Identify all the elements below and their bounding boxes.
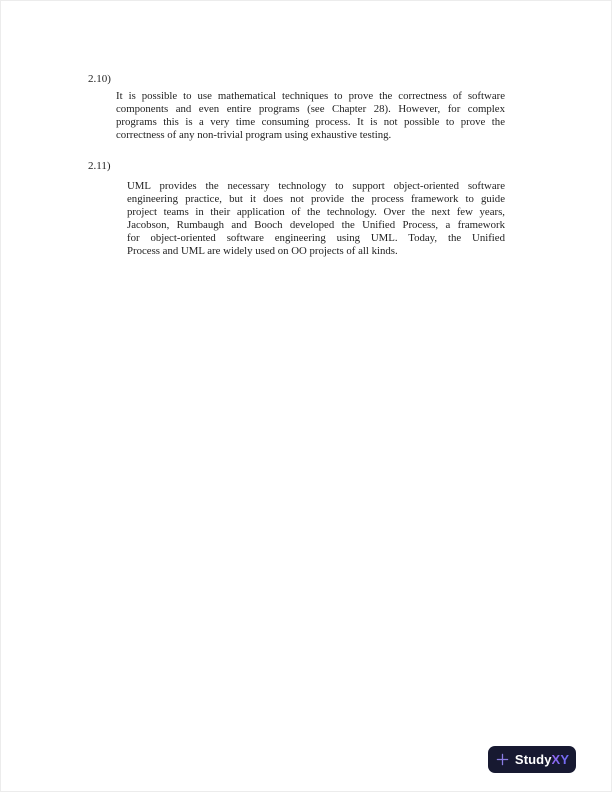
answer-text-2-11 — [127, 180, 505, 258]
text-line: It is possible to use mathematical techniques to prove the correctness of software — [116, 90, 505, 102]
text-line: project teams in their application of the technology. Over the next few years, — [127, 206, 505, 218]
answer-number-2-10: 2.10) — [88, 73, 111, 85]
answer-text-2-10 — [116, 90, 505, 142]
text-line: components and even entire programs (see Chapter 28). However, for complex — [116, 103, 505, 115]
text-line: Process and UML are widely used on OO projects of all kinds. — [127, 245, 398, 257]
plus-icon — [495, 752, 510, 767]
answer-number-2-11: 2.11) — [88, 160, 111, 172]
text-line: for object-oriented software engineering using UML. Today, the Unified — [127, 232, 505, 244]
text-line: correctness of any non-trivial program using exhaustive testing. — [116, 129, 392, 141]
text-line: UML provides the necessary technology to support object-oriented software — [127, 180, 505, 192]
brand-name-accent: XY — [551, 752, 570, 767]
studyxy-logo-badge — [488, 746, 576, 773]
brand-name — [515, 753, 569, 766]
brand-name-primary: Study — [514, 752, 552, 767]
text-line: programs this is a very time consuming process. It is not possible to prove the — [116, 116, 505, 128]
text-line: engineering practice, but it does not provide the process framework to guide — [127, 193, 505, 205]
text-line: Jacobson, Rumbaugh and Booch developed the Unified Process, a framework — [127, 219, 505, 231]
